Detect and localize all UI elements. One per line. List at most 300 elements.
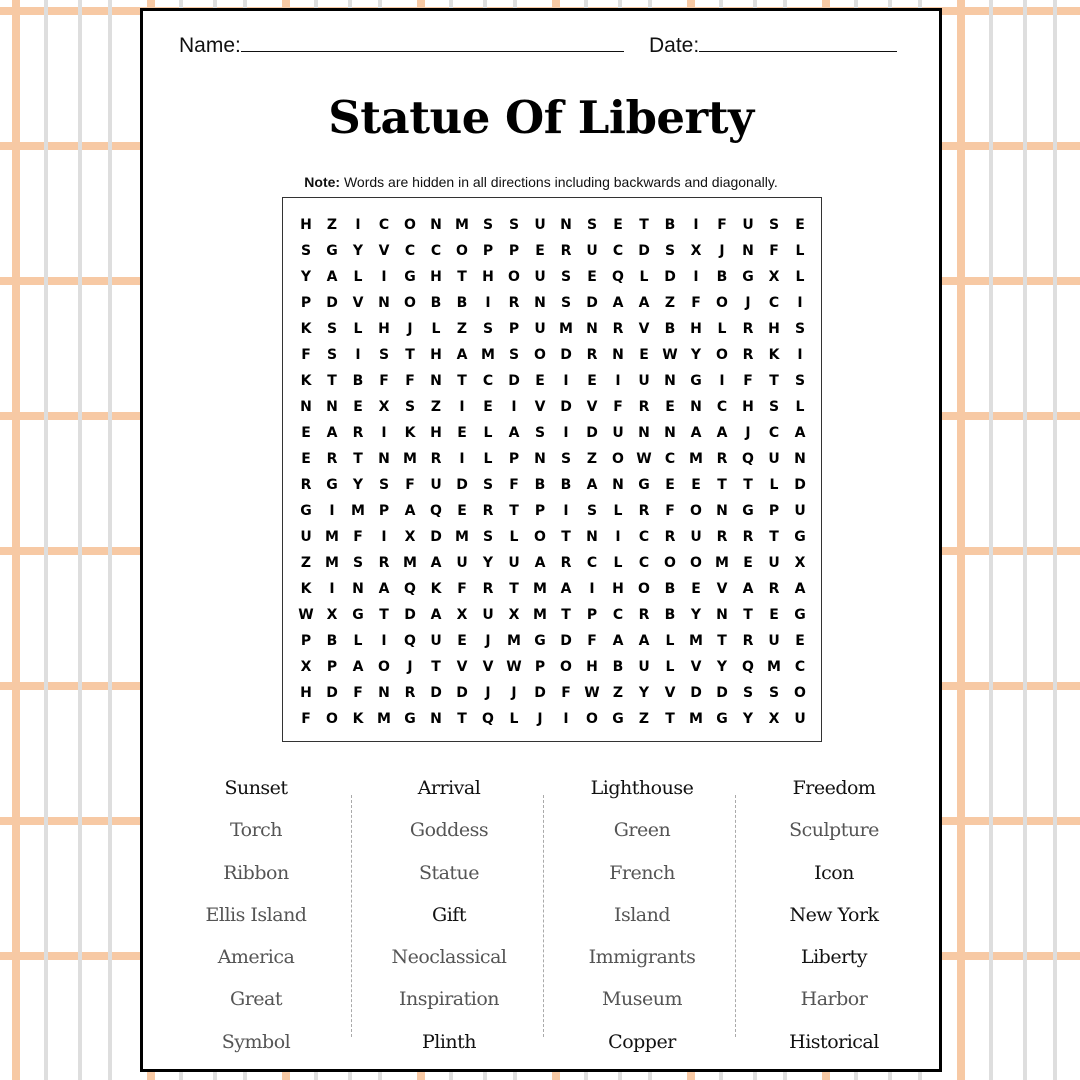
letter-cell[interactable]: S — [326, 321, 338, 337]
letter-cell[interactable]: T — [405, 347, 415, 363]
letter-cell[interactable]: E — [795, 633, 805, 649]
letter-cell[interactable]: I — [329, 581, 335, 597]
letter-cell[interactable]: V — [456, 659, 468, 675]
letter-cell[interactable]: S — [300, 243, 312, 259]
letter-cell[interactable]: H — [378, 321, 390, 337]
letter-cell[interactable]: D — [326, 685, 338, 701]
letter-cell[interactable]: O — [690, 555, 702, 571]
letter-cell[interactable]: U — [586, 243, 598, 259]
letter-cell[interactable]: B — [430, 295, 442, 311]
letter-cell[interactable]: S — [482, 321, 494, 337]
letter-cell[interactable]: F — [587, 633, 597, 649]
letter-cell[interactable]: M — [377, 711, 391, 727]
letter-cell[interactable]: N — [326, 399, 338, 415]
letter-cell[interactable]: D — [794, 477, 806, 493]
letter-cell[interactable]: I — [459, 451, 465, 467]
letter-cell[interactable]: E — [613, 217, 623, 233]
letter-cell[interactable]: P — [378, 503, 390, 519]
letter-cell[interactable]: R — [742, 321, 754, 337]
letter-cell[interactable]: D — [690, 685, 702, 701]
letter-cell[interactable]: N — [690, 399, 702, 415]
letter-cell[interactable]: Z — [300, 555, 312, 571]
letter-cell[interactable]: S — [482, 529, 494, 545]
letter-cell[interactable]: S — [352, 555, 364, 571]
letter-cell[interactable]: Z — [612, 685, 624, 701]
letter-cell[interactable]: E — [587, 373, 597, 389]
letter-cell[interactable]: G — [794, 607, 806, 623]
letter-cell[interactable]: I — [381, 425, 387, 441]
letter-cell[interactable]: B — [326, 633, 338, 649]
letter-cell[interactable]: R — [638, 399, 650, 415]
letter-cell[interactable]: I — [381, 633, 387, 649]
letter-cell[interactable]: F — [353, 685, 363, 701]
letter-cell[interactable]: H — [742, 399, 754, 415]
letter-cell[interactable]: O — [716, 347, 728, 363]
letter-cell[interactable]: O — [586, 711, 598, 727]
letter-cell[interactable]: H — [300, 217, 312, 233]
letter-cell[interactable]: R — [768, 581, 780, 597]
letter-cell[interactable]: U — [612, 425, 624, 441]
letter-cell[interactable]: D — [456, 477, 468, 493]
letter-cell[interactable]: M — [689, 633, 703, 649]
letter-cell[interactable]: M — [533, 607, 547, 623]
letter-cell[interactable]: H — [690, 321, 702, 337]
letter-cell[interactable]: N — [534, 295, 546, 311]
letter-cell[interactable]: A — [560, 581, 572, 597]
letter-cell[interactable]: M — [325, 555, 339, 571]
letter-cell[interactable]: U — [482, 607, 494, 623]
date-blank[interactable] — [699, 29, 897, 52]
letter-cell[interactable]: A — [352, 659, 364, 675]
letter-cell[interactable]: S — [404, 399, 416, 415]
letter-cell[interactable]: O — [612, 451, 624, 467]
letter-cell[interactable]: R — [742, 633, 754, 649]
letter-cell[interactable]: H — [612, 581, 624, 597]
letter-cell[interactable]: N — [742, 243, 754, 259]
letter-cell[interactable]: O — [794, 685, 806, 701]
letter-cell[interactable]: U — [794, 711, 806, 727]
letter-cell[interactable]: Z — [638, 711, 650, 727]
letter-cell[interactable]: I — [797, 295, 803, 311]
letter-cell[interactable]: O — [638, 581, 650, 597]
letter-cell[interactable]: Y — [300, 269, 312, 285]
letter-cell[interactable]: Q — [404, 633, 416, 649]
letter-cell[interactable]: C — [612, 607, 624, 623]
letter-cell[interactable]: M — [455, 529, 469, 545]
letter-cell[interactable]: S — [768, 217, 780, 233]
letter-cell[interactable]: X — [404, 529, 416, 545]
letter-cell[interactable]: D — [430, 529, 442, 545]
letter-cell[interactable]: D — [326, 295, 338, 311]
letter-cell[interactable]: T — [665, 711, 675, 727]
letter-cell[interactable]: T — [457, 711, 467, 727]
letter-cell[interactable]: J — [407, 321, 413, 337]
letter-cell[interactable]: E — [665, 477, 675, 493]
letter-cell[interactable]: B — [664, 321, 676, 337]
letter-cell[interactable]: T — [327, 373, 337, 389]
letter-cell[interactable]: B — [716, 269, 728, 285]
letter-cell[interactable]: N — [716, 503, 728, 519]
letter-cell[interactable]: J — [719, 243, 725, 259]
letter-cell[interactable]: A — [326, 269, 338, 285]
letter-cell[interactable]: I — [563, 373, 569, 389]
letter-cell[interactable]: F — [405, 373, 415, 389]
letter-cell[interactable]: S — [482, 217, 494, 233]
letter-cell[interactable]: Y — [352, 243, 364, 259]
letter-cell[interactable]: E — [483, 399, 493, 415]
letter-cell[interactable]: S — [768, 399, 780, 415]
letter-cell[interactable]: S — [560, 451, 572, 467]
letter-cell[interactable]: G — [690, 373, 702, 389]
letter-cell[interactable]: I — [563, 711, 569, 727]
letter-cell[interactable]: W — [662, 347, 678, 363]
letter-cell[interactable]: F — [405, 477, 415, 493]
letter-cell[interactable]: K — [300, 373, 312, 389]
letter-cell[interactable]: U — [430, 633, 442, 649]
letter-cell[interactable]: L — [613, 503, 623, 519]
letter-cell[interactable]: X — [768, 711, 780, 727]
letter-cell[interactable]: J — [745, 425, 751, 441]
letter-cell[interactable]: O — [664, 555, 676, 571]
letter-cell[interactable]: Y — [716, 659, 728, 675]
letter-cell[interactable]: Z — [456, 321, 468, 337]
letter-cell[interactable]: E — [457, 503, 467, 519]
letter-cell[interactable]: K — [300, 581, 312, 597]
letter-cell[interactable]: I — [511, 399, 517, 415]
letter-cell[interactable]: Y — [482, 555, 494, 571]
letter-cell[interactable]: U — [768, 451, 780, 467]
letter-cell[interactable]: I — [693, 269, 699, 285]
letter-cell[interactable]: W — [506, 659, 522, 675]
letter-cell[interactable]: C — [430, 243, 442, 259]
letter-cell[interactable]: E — [301, 451, 311, 467]
letter-cell[interactable]: G — [404, 269, 416, 285]
letter-cell[interactable]: U — [300, 529, 312, 545]
letter-cell[interactable]: I — [693, 217, 699, 233]
letter-cell[interactable]: V — [716, 581, 728, 597]
letter-cell[interactable]: F — [457, 581, 467, 597]
letter-cell[interactable]: A — [430, 607, 442, 623]
letter-cell[interactable]: A — [508, 425, 520, 441]
letter-cell[interactable]: Z — [430, 399, 442, 415]
letter-cell[interactable]: E — [769, 607, 779, 623]
letter-cell[interactable]: Z — [326, 217, 338, 233]
letter-cell[interactable]: A — [326, 425, 338, 441]
letter-cell[interactable]: I — [355, 217, 361, 233]
letter-cell[interactable]: F — [769, 243, 779, 259]
date-field[interactable] — [649, 29, 897, 58]
letter-cell[interactable]: F — [301, 347, 311, 363]
letter-cell[interactable]: A — [586, 477, 598, 493]
letter-cell[interactable]: N — [794, 451, 806, 467]
letter-cell[interactable]: S — [508, 217, 520, 233]
letter-cell[interactable]: J — [745, 295, 751, 311]
letter-cell[interactable]: G — [534, 633, 546, 649]
letter-cell[interactable]: H — [430, 425, 442, 441]
letter-cell[interactable]: Y — [352, 477, 364, 493]
letter-cell[interactable]: J — [485, 633, 491, 649]
letter-cell[interactable]: B — [664, 607, 676, 623]
letter-cell[interactable]: H — [430, 347, 442, 363]
letter-cell[interactable]: L — [795, 399, 805, 415]
letter-cell[interactable]: M — [715, 555, 729, 571]
letter-cell[interactable]: Z — [586, 451, 598, 467]
letter-cell[interactable]: E — [665, 399, 675, 415]
letter-cell[interactable]: V — [482, 659, 494, 675]
letter-cell[interactable]: L — [483, 451, 493, 467]
letter-cell[interactable]: I — [615, 373, 621, 389]
letter-cell[interactable]: U — [534, 217, 546, 233]
letter-cell[interactable]: K — [404, 425, 416, 441]
letter-cell[interactable]: F — [743, 373, 753, 389]
letter-cell[interactable]: C — [794, 659, 806, 675]
letter-cell[interactable]: N — [534, 451, 546, 467]
letter-cell[interactable]: X — [768, 269, 780, 285]
letter-cell[interactable]: F — [509, 477, 519, 493]
letter-cell[interactable]: R — [508, 295, 520, 311]
letter-cell[interactable]: T — [743, 477, 753, 493]
letter-cell[interactable]: L — [665, 633, 675, 649]
letter-cell[interactable]: Y — [690, 347, 702, 363]
letter-cell[interactable]: I — [589, 581, 595, 597]
letter-cell[interactable]: K — [300, 321, 312, 337]
letter-cell[interactable]: E — [691, 581, 701, 597]
letter-cell[interactable]: C — [638, 555, 650, 571]
letter-cell[interactable]: D — [586, 425, 598, 441]
letter-cell[interactable]: E — [457, 633, 467, 649]
letter-cell[interactable]: S — [794, 373, 806, 389]
letter-cell[interactable]: I — [563, 503, 569, 519]
letter-cell[interactable]: R — [716, 529, 728, 545]
letter-cell[interactable]: V — [638, 321, 650, 337]
letter-cell[interactable]: U — [534, 321, 546, 337]
letter-cell[interactable]: O — [404, 217, 416, 233]
letter-cell[interactable]: T — [431, 659, 441, 675]
letter-cell[interactable]: J — [537, 711, 543, 727]
letter-cell[interactable]: T — [769, 373, 779, 389]
letter-cell[interactable]: E — [457, 425, 467, 441]
letter-cell[interactable]: C — [638, 529, 650, 545]
letter-cell[interactable]: F — [301, 711, 311, 727]
letter-cell[interactable]: D — [716, 685, 728, 701]
letter-cell[interactable]: F — [561, 685, 571, 701]
letter-cell[interactable]: K — [352, 711, 364, 727]
letter-cell[interactable]: I — [719, 373, 725, 389]
letter-cell[interactable]: S — [378, 347, 390, 363]
letter-cell[interactable]: R — [430, 451, 442, 467]
letter-cell[interactable]: U — [768, 633, 780, 649]
letter-cell[interactable]: U — [508, 555, 520, 571]
letter-cell[interactable]: C — [768, 425, 780, 441]
letter-cell[interactable]: T — [561, 607, 571, 623]
letter-cell[interactable]: R — [560, 555, 572, 571]
letter-cell[interactable]: A — [794, 581, 806, 597]
letter-cell[interactable]: N — [378, 295, 390, 311]
letter-cell[interactable]: F — [353, 529, 363, 545]
letter-cell[interactable]: Q — [742, 451, 754, 467]
letter-cell[interactable]: J — [511, 685, 517, 701]
letter-cell[interactable]: G — [638, 477, 650, 493]
letter-cell[interactable]: R — [664, 529, 676, 545]
letter-cell[interactable]: D — [456, 685, 468, 701]
letter-cell[interactable]: L — [769, 477, 779, 493]
letter-cell[interactable]: T — [639, 217, 649, 233]
letter-cell[interactable]: R — [638, 503, 650, 519]
letter-cell[interactable]: E — [587, 269, 597, 285]
letter-cell[interactable]: L — [509, 529, 519, 545]
letter-cell[interactable]: G — [742, 269, 754, 285]
letter-cell[interactable]: S — [586, 503, 598, 519]
letter-cell[interactable]: N — [352, 581, 364, 597]
letter-cell[interactable]: S — [664, 243, 676, 259]
letter-cell[interactable]: R — [482, 581, 494, 597]
letter-cell[interactable]: S — [378, 477, 390, 493]
letter-cell[interactable]: T — [743, 607, 753, 623]
letter-cell[interactable]: T — [457, 269, 467, 285]
letter-cell[interactable]: M — [767, 659, 781, 675]
letter-cell[interactable]: G — [404, 711, 416, 727]
letter-cell[interactable]: T — [457, 373, 467, 389]
letter-cell[interactable]: B — [456, 295, 468, 311]
letter-cell[interactable]: A — [638, 633, 650, 649]
letter-cell[interactable]: A — [378, 581, 390, 597]
letter-cell[interactable]: N — [300, 399, 312, 415]
letter-cell[interactable]: S — [560, 295, 572, 311]
letter-cell[interactable]: E — [691, 477, 701, 493]
letter-cell[interactable]: P — [534, 659, 546, 675]
letter-cell[interactable]: A — [534, 555, 546, 571]
letter-cell[interactable]: R — [742, 529, 754, 545]
letter-cell[interactable]: A — [612, 633, 624, 649]
letter-cell[interactable]: V — [534, 399, 546, 415]
letter-cell[interactable]: U — [456, 555, 468, 571]
letter-cell[interactable]: L — [665, 659, 675, 675]
letter-cell[interactable]: V — [586, 399, 598, 415]
letter-cell[interactable]: G — [742, 503, 754, 519]
letter-cell[interactable]: F — [665, 503, 675, 519]
letter-cell[interactable]: X — [326, 607, 338, 623]
letter-cell[interactable]: G — [326, 477, 338, 493]
letter-cell[interactable]: H — [586, 659, 598, 675]
letter-cell[interactable]: F — [613, 399, 623, 415]
letter-cell[interactable]: I — [381, 269, 387, 285]
letter-cell[interactable]: M — [689, 451, 703, 467]
letter-cell[interactable]: D — [560, 633, 572, 649]
letter-cell[interactable]: M — [325, 529, 339, 545]
letter-cell[interactable]: F — [379, 373, 389, 389]
letter-cell[interactable]: C — [664, 451, 676, 467]
letter-cell[interactable]: R — [560, 243, 572, 259]
letter-cell[interactable]: R — [326, 451, 338, 467]
letter-cell[interactable]: R — [378, 555, 390, 571]
letter-cell[interactable]: U — [768, 555, 780, 571]
letter-cell[interactable]: X — [508, 607, 520, 623]
letter-cell[interactable]: Q — [404, 581, 416, 597]
letter-cell[interactable]: L — [353, 269, 363, 285]
letter-cell[interactable]: O — [560, 659, 572, 675]
letter-cell[interactable]: O — [378, 659, 390, 675]
letter-cell[interactable]: C — [612, 243, 624, 259]
letter-cell[interactable]: B — [560, 477, 572, 493]
letter-cell[interactable]: R — [586, 347, 598, 363]
letter-cell[interactable]: F — [717, 217, 727, 233]
letter-cell[interactable]: O — [404, 295, 416, 311]
letter-cell[interactable]: M — [507, 633, 521, 649]
letter-cell[interactable]: P — [326, 659, 338, 675]
letter-cell[interactable]: R — [716, 451, 728, 467]
letter-cell[interactable]: D — [404, 607, 416, 623]
letter-cell[interactable]: V — [690, 659, 702, 675]
letter-cell[interactable]: N — [430, 711, 442, 727]
letter-cell[interactable]: G — [612, 711, 624, 727]
letter-cell[interactable]: E — [795, 217, 805, 233]
letter-cell[interactable]: L — [717, 321, 727, 337]
letter-cell[interactable]: G — [794, 529, 806, 545]
letter-cell[interactable]: O — [456, 243, 468, 259]
letter-cell[interactable]: S — [508, 347, 520, 363]
letter-cell[interactable]: M — [689, 711, 703, 727]
letter-cell[interactable]: N — [586, 529, 598, 545]
letter-cell[interactable]: F — [691, 295, 701, 311]
letter-cell[interactable]: C — [716, 399, 728, 415]
letter-cell[interactable]: M — [351, 503, 365, 519]
letter-cell[interactable]: S — [794, 321, 806, 337]
letter-cell[interactable]: R — [352, 425, 364, 441]
letter-cell[interactable]: N — [664, 373, 676, 389]
letter-cell[interactable]: U — [638, 373, 650, 389]
letter-cell[interactable]: I — [797, 347, 803, 363]
letter-cell[interactable]: A — [638, 295, 650, 311]
letter-cell[interactable]: S — [560, 269, 572, 285]
letter-cell[interactable]: M — [481, 347, 495, 363]
letter-cell[interactable]: T — [353, 451, 363, 467]
letter-cell[interactable]: D — [534, 685, 546, 701]
letter-cell[interactable]: R — [300, 477, 312, 493]
letter-cell[interactable]: Y — [638, 685, 650, 701]
letter-cell[interactable]: T — [717, 633, 727, 649]
letter-cell[interactable]: D — [664, 269, 676, 285]
letter-cell[interactable]: R — [742, 347, 754, 363]
letter-cell[interactable]: R — [482, 503, 494, 519]
letter-cell[interactable]: D — [638, 243, 650, 259]
letter-cell[interactable]: Y — [742, 711, 754, 727]
letter-cell[interactable]: P — [300, 633, 312, 649]
letter-cell[interactable]: N — [612, 477, 624, 493]
letter-cell[interactable]: U — [742, 217, 754, 233]
letter-cell[interactable]: R — [638, 607, 650, 623]
letter-cell[interactable]: H — [300, 685, 312, 701]
letter-cell[interactable]: C — [378, 217, 390, 233]
letter-cell[interactable]: V — [378, 243, 390, 259]
letter-cell[interactable]: B — [664, 217, 676, 233]
letter-cell[interactable]: P — [768, 503, 780, 519]
letter-cell[interactable]: H — [768, 321, 780, 337]
letter-cell[interactable]: E — [639, 347, 649, 363]
letter-cell[interactable]: A — [612, 295, 624, 311]
letter-cell[interactable]: N — [560, 217, 572, 233]
letter-cell[interactable]: O — [716, 295, 728, 311]
letter-cell[interactable]: M — [403, 451, 417, 467]
letter-cell[interactable]: S — [534, 425, 546, 441]
letter-cell[interactable]: N — [664, 425, 676, 441]
letter-cell[interactable]: J — [407, 659, 413, 675]
letter-cell[interactable]: N — [378, 685, 390, 701]
letter-cell[interactable]: T — [509, 581, 519, 597]
letter-cell[interactable]: A — [794, 425, 806, 441]
letter-cell[interactable]: B — [612, 659, 624, 675]
letter-cell[interactable]: G — [300, 503, 312, 519]
letter-cell[interactable]: B — [534, 477, 546, 493]
